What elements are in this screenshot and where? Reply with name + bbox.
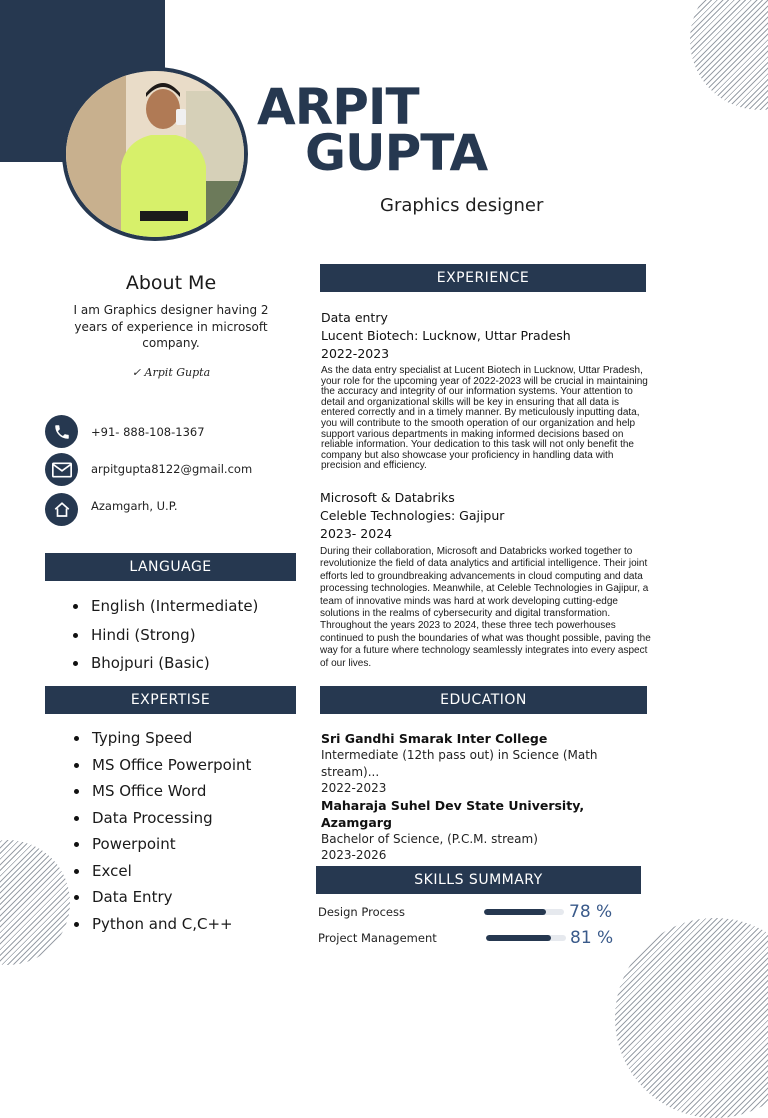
- first-name: ARPIT: [257, 78, 419, 136]
- phone-icon: [45, 415, 78, 448]
- education-years: 2023-2026: [321, 848, 387, 862]
- job-company: Celeble Technologies: Gajipur: [320, 508, 505, 523]
- skill-percent: 78 %: [569, 902, 613, 922]
- job-entry: [320, 489, 654, 670]
- signature: ✓ Arpit Gupta: [131, 366, 211, 379]
- about-title: About Me: [125, 272, 217, 294]
- job-years: 2023- 2024: [320, 526, 393, 541]
- expertise-list: [72, 725, 297, 937]
- skills-heading: SKILLS SUMMARY: [316, 866, 641, 894]
- job-role: Graphics designer: [380, 195, 544, 216]
- job-title: Data entry: [321, 310, 388, 325]
- expertise-item: MS Office Word: [72, 778, 297, 805]
- expertise-item: Data Processing: [72, 805, 297, 832]
- job-entry: [321, 309, 651, 472]
- language-item: English (Intermediate): [71, 592, 301, 621]
- skill-percent: 81 %: [570, 928, 614, 948]
- job-description: During their collaboration, Microsoft and Databricks worked together to revolutionize the field of data analytics and artificial intelligence. Their joint efforts led to groundbreaking advancements in cloud computing and data processing technologies. Meanwhile, at Celeble Technologies in Gajipur, a team of innovative minds was hard at work developing cutting-edge solutions in the realms of cybersecurity and digital transformation. Throughout the years 2023 to 2024, these three tech powerhouses continued to push the boundaries of what was thought possible, paving the way for a future where technology seamlessly integrates into every aspect of our lives.: [320, 546, 651, 669]
- school-name: Maharaja Suhel Dev State University, Azamgarg: [321, 797, 585, 830]
- home-icon: [45, 493, 78, 526]
- last-name: GUPTA: [305, 124, 488, 182]
- expertise-item: Powerpoint: [72, 831, 297, 858]
- skill-label: Project Management: [318, 931, 437, 945]
- language-item: Hindi (Strong): [71, 621, 301, 650]
- experience-heading: EXPERIENCE: [320, 264, 646, 292]
- expertise-item: Excel: [72, 858, 297, 885]
- mail-icon: [45, 453, 78, 486]
- skill-bar-fill: [484, 909, 546, 915]
- email-text: arpitgupta8122@gmail.com: [91, 462, 253, 476]
- job-years: 2022-2023: [321, 346, 390, 361]
- skill-bar-track: [486, 935, 566, 941]
- job-title: Microsoft & Databriks: [320, 490, 455, 505]
- expertise-item: Data Entry: [72, 884, 297, 911]
- education-detail: Intermediate (12th pass out) in Science (Math stream)...: [321, 748, 598, 779]
- expertise-item: MS Office Powerpoint: [72, 752, 297, 779]
- about-text: I am Graphics designer having 2 years of experience in microsoft company.: [73, 303, 269, 350]
- hatch-circle-bottom-right: [615, 918, 768, 1118]
- skill-bar-track: [484, 909, 564, 915]
- education-detail: Bachelor of Science, (P.C.M. stream): [321, 831, 538, 846]
- job-description: As the data entry specialist at Lucent Biotech in Lucknow, Uttar Pradesh, your role for the upcoming year of 2022-2023 will be crucial in maintaining the accuracy and integrity of our information systems. Your attention to detail and organizational skills will be key in ensuring that all data is entered correctly and in a timely manner. By meticulously inputting data, you will contribute to the smooth operation of our organization and help support various departments in making informed decisions based on reliable information. Your dedication to this task will not only benefit the company but also showcase your proficiency in handling data with precision and efficiency.: [321, 365, 648, 472]
- expertise-item: Typing Speed: [72, 725, 297, 752]
- skill-label: Design Process: [318, 905, 405, 919]
- phone-text: +91- 888-108-1367: [91, 425, 205, 439]
- expertise-item: Python and C,C++: [72, 911, 297, 938]
- job-company: Lucent Biotech: Lucknow, Uttar Pradesh: [321, 328, 571, 343]
- language-list: [71, 592, 301, 678]
- hatch-circle-bottom-left: [0, 840, 70, 965]
- education-years: 2022-2023: [321, 781, 387, 795]
- education-entry: [321, 730, 621, 864]
- school-name: Sri Gandhi Smarak Inter College: [321, 731, 548, 746]
- address-text: Azamgarh, U.P.: [91, 499, 178, 513]
- skill-bar-fill: [486, 935, 551, 941]
- language-item: Bhojpuri (Basic): [71, 649, 301, 678]
- education-heading: EDUCATION: [320, 686, 647, 714]
- profile-photo: [62, 67, 248, 241]
- hatch-circle-top-right: [690, 0, 768, 110]
- language-heading: LANGUAGE: [45, 553, 296, 581]
- expertise-heading: EXPERTISE: [45, 686, 296, 714]
